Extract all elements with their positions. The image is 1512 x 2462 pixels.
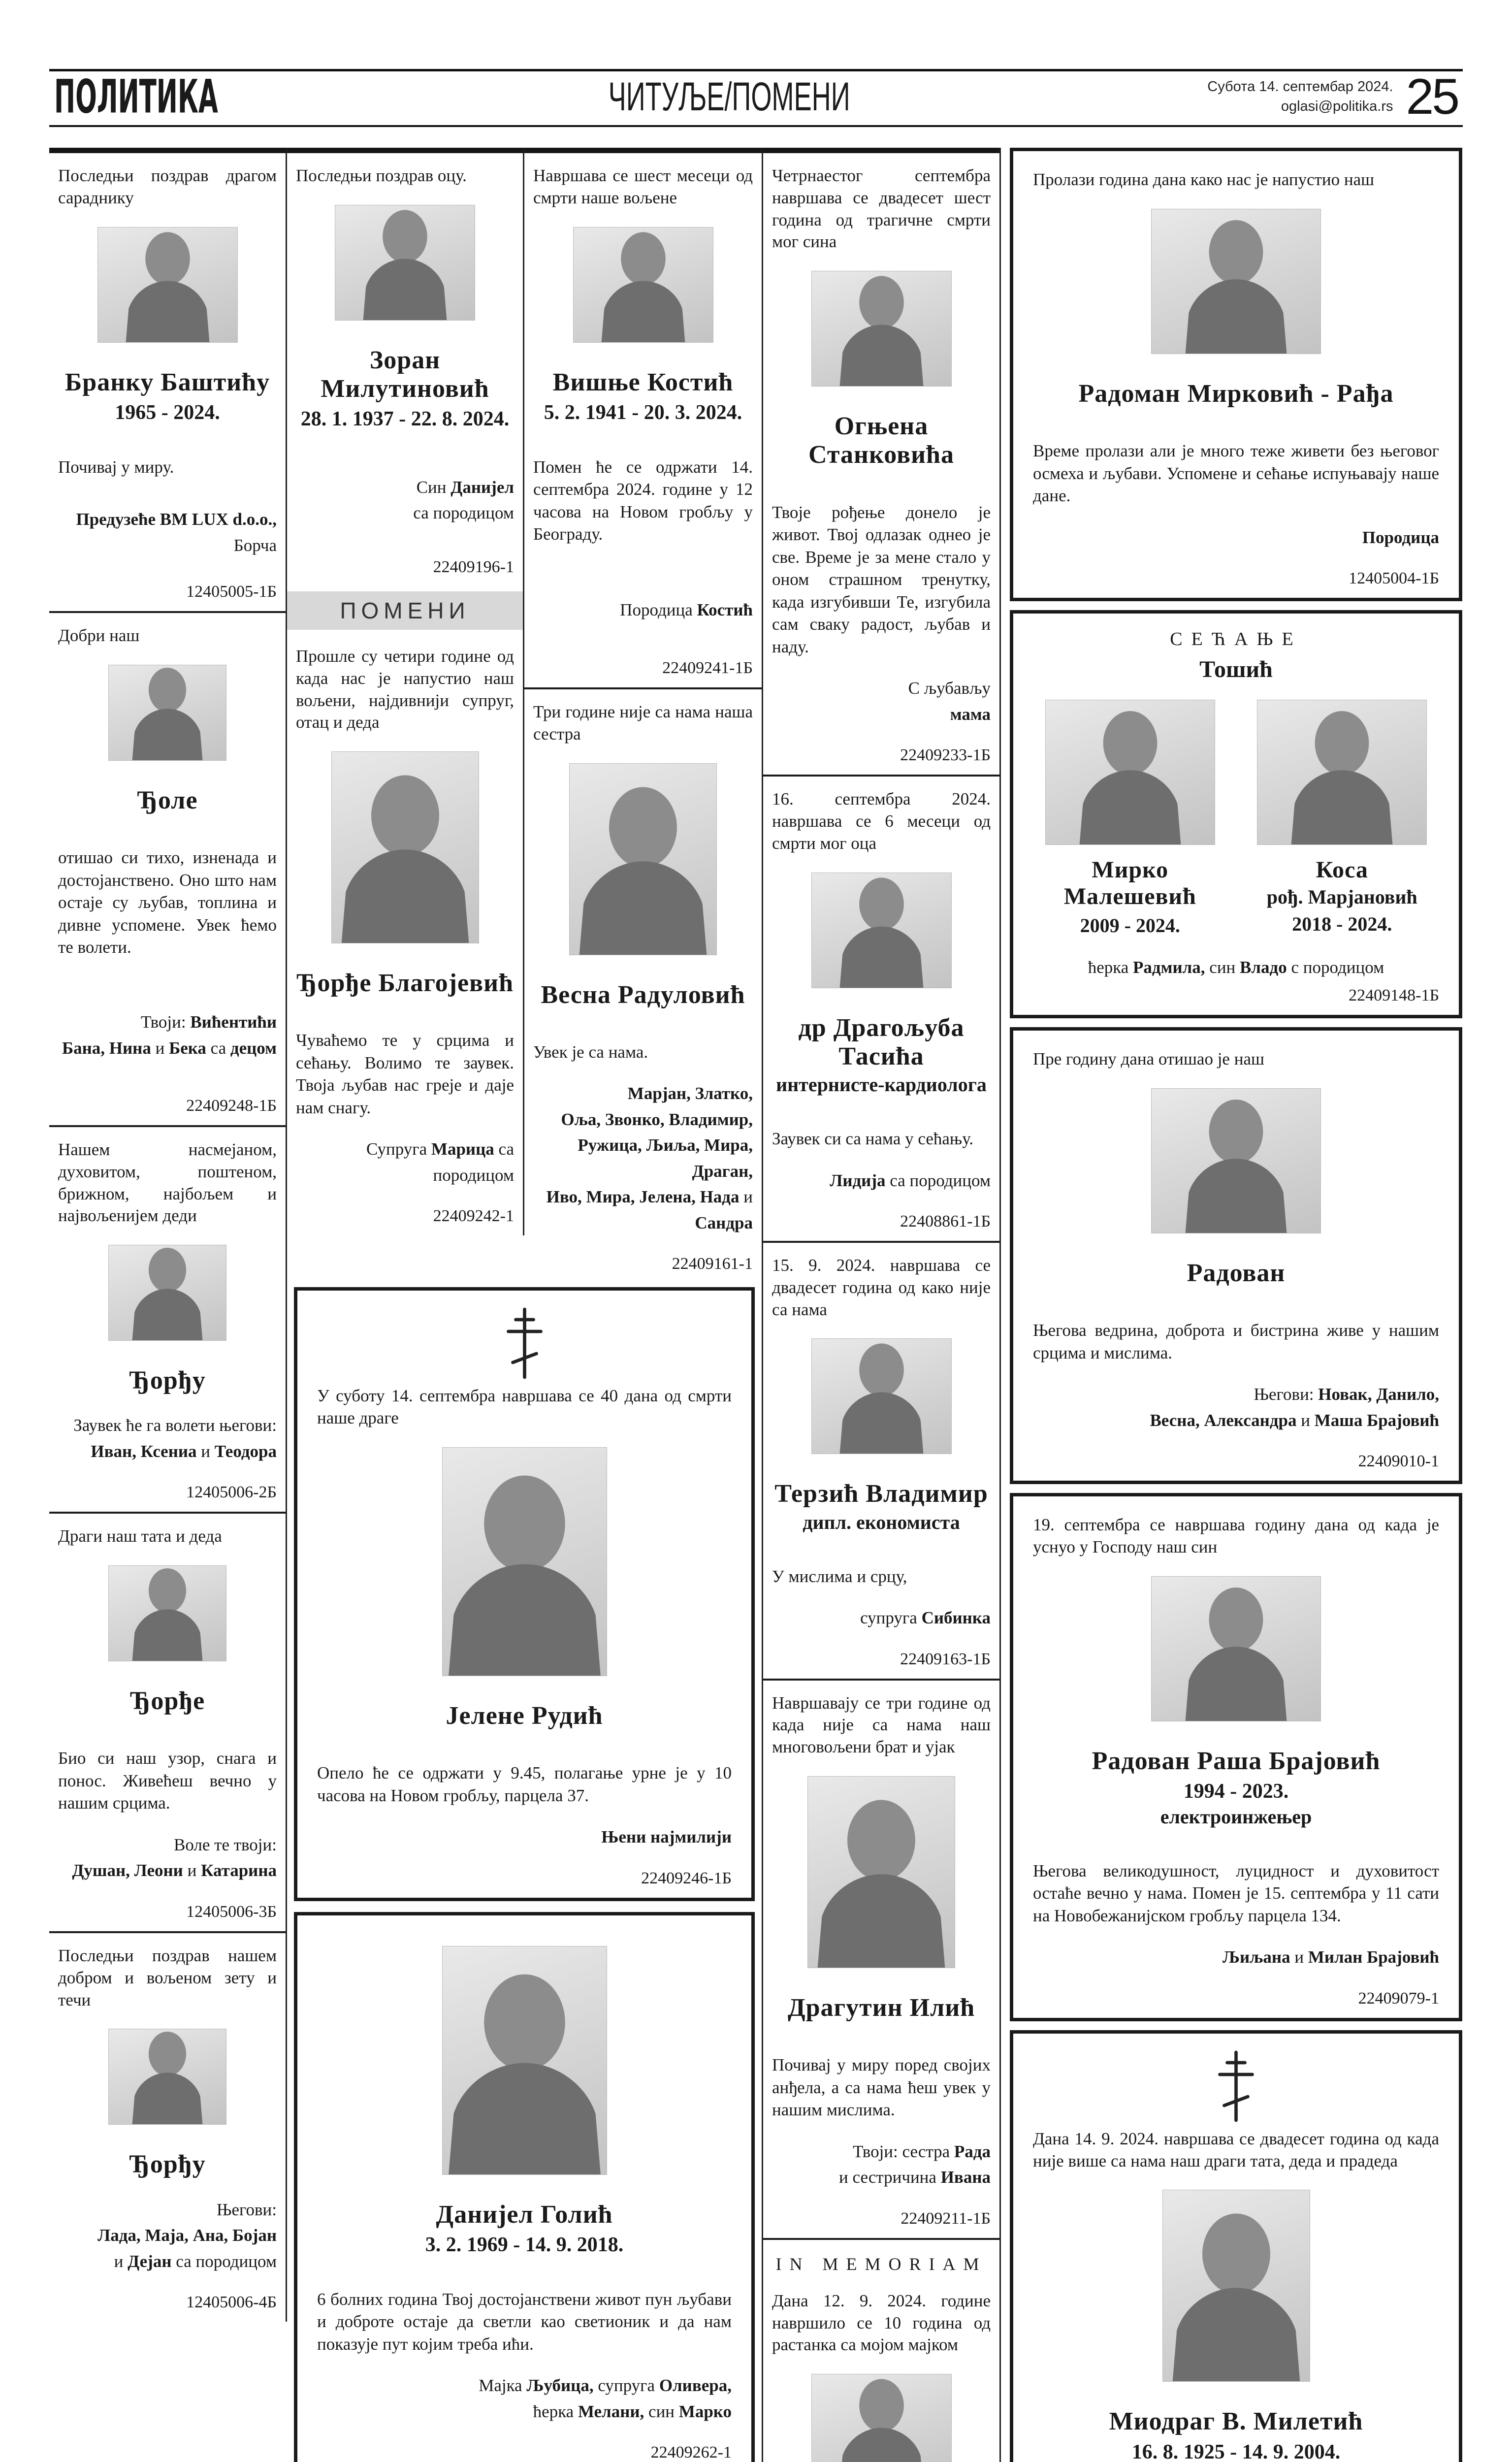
signature-line: Предузеће BM LUX d.o.o., bbox=[76, 510, 277, 529]
memorial-person bbox=[1245, 695, 1440, 937]
ad-intro: Пролази година дана како нас је напустио наш bbox=[1033, 170, 1375, 189]
ad-intro: У суботу 14. септембра навршава се 40 дана од смрти наше драге bbox=[317, 1386, 732, 1428]
deceased-name: Терзић Владимир bbox=[774, 1480, 988, 1508]
signature-block bbox=[1033, 1944, 1439, 1971]
signature-line: Лидија са породицом bbox=[830, 1170, 991, 1190]
deceased-name: Данијел Голић bbox=[436, 2200, 613, 2229]
signature-line: Борча bbox=[233, 535, 277, 555]
portrait-photo bbox=[1162, 2190, 1310, 2382]
ad-body: Опело ће се одржати у 9.45, полагање урне је у 10 часова на Новом гробљу, парцела 37. bbox=[317, 1763, 732, 1805]
ad-code: 22409010-1 bbox=[1358, 1452, 1439, 1471]
ad-code: 22409242-1 bbox=[433, 1207, 514, 1226]
column-5-wide bbox=[999, 148, 1462, 2462]
signature-line: Ружица, Љиља, Мира, Драган, bbox=[578, 1135, 753, 1181]
memorial-person bbox=[1033, 695, 1227, 937]
ad-body: У мислима и срцу, bbox=[772, 1566, 907, 1586]
ad-code: 22409248-1Б bbox=[186, 1097, 277, 1115]
portrait-photo bbox=[1257, 700, 1427, 845]
ad-intro: Последњи поздрав драгом сараднику bbox=[58, 166, 277, 207]
deceased-title: дипл. економиста bbox=[803, 1511, 960, 1533]
signature-block bbox=[58, 1413, 277, 1464]
deceased-title: интернисте-кардиолога bbox=[776, 1073, 987, 1096]
ad-code: 22409079-1 bbox=[1358, 1989, 1439, 2008]
deceased-title: електроинжењер bbox=[1160, 1805, 1312, 1828]
contact-email: oglasi@politika.rs bbox=[1281, 98, 1393, 114]
ad-body: Почивај у миру поред својих анђела, а са нама ћеш увек у нашим мислима. bbox=[772, 2055, 991, 2120]
signature-block bbox=[772, 2139, 991, 2191]
signature-block bbox=[296, 1136, 514, 1188]
ad-code: 22409163-1Б bbox=[900, 1650, 991, 1668]
portrait-photo bbox=[108, 1245, 226, 1341]
ad-intro: Навршава се шест месеци од смрти наше вољене bbox=[533, 166, 753, 207]
orthodox-cross-icon bbox=[1213, 2049, 1259, 2123]
memorial-pair bbox=[1033, 695, 1439, 937]
header-meta bbox=[1207, 68, 1458, 126]
obituaries-grid bbox=[49, 148, 1463, 2462]
in-memoriam-label: IN MEMORIAM bbox=[775, 2254, 987, 2274]
signature-line: Воле те твоји: bbox=[174, 1835, 277, 1854]
ad-code: 12405006-2Б bbox=[186, 1483, 277, 1502]
obituary-ad bbox=[532, 689, 754, 1283]
deceased-dates: 5. 2. 1941 - 20. 3. 2024. bbox=[544, 401, 742, 424]
ad-body: Био си наш узор, снага и понос. Живећеш вечно у нашим срцима. bbox=[58, 1749, 277, 1813]
ad-code: 12405006-3Б bbox=[186, 1902, 277, 1921]
deceased-name: Ђорђе bbox=[129, 1687, 205, 1716]
obituary-ad bbox=[295, 634, 515, 1235]
deceased-name: Миодраг В. Милетић bbox=[1109, 2407, 1363, 2436]
signature-line: Заувек ће га волети његови: bbox=[73, 1416, 277, 1435]
ad-body: Увек је са нама. bbox=[533, 1042, 648, 1062]
pomeni-boxed-column bbox=[287, 1283, 762, 2462]
ad-body: Његова ведрина, доброта и бистрина живе у нашим срцима и мислима. bbox=[1033, 1321, 1439, 1362]
ad-body: Време пролази али је много теже живети без његовог осмеха и љубави. Успомене и сећање испуњавају наше дане. bbox=[1033, 441, 1439, 506]
deceased-name: Весна Радуловић bbox=[541, 980, 745, 1009]
deceased-dates: 3. 2. 1969 - 14. 9. 2018. bbox=[425, 2233, 624, 2256]
portrait-photo bbox=[811, 873, 952, 988]
issue-date: Субота 14. септембар 2024. bbox=[1207, 79, 1393, 95]
deceased-name: Коса bbox=[1316, 857, 1368, 883]
ad-body: Заувек си са нама у сећању. bbox=[772, 1129, 973, 1149]
signature-line: Марјан, Златко, bbox=[627, 1084, 753, 1103]
signature-block bbox=[772, 1168, 991, 1194]
column-1 bbox=[49, 148, 287, 2322]
deceased-name: Ђорђе Благојевић bbox=[296, 969, 514, 998]
memorial-double-ad bbox=[1010, 610, 1462, 1018]
portrait-photo bbox=[442, 1447, 607, 1676]
ad-intro: Три године није са нама наша сестра bbox=[533, 702, 753, 744]
obituary-ad bbox=[57, 1933, 278, 2322]
ad-code: 22409211-1Б bbox=[901, 2209, 991, 2228]
ad-intro: Добри наш bbox=[58, 626, 140, 645]
deceased-name: Мирко Малешевић bbox=[1063, 857, 1196, 909]
signature-line: Његови: Новак, Данило, bbox=[1254, 1385, 1439, 1404]
obituary-ad bbox=[1010, 2030, 1462, 2462]
obituary-ad bbox=[1010, 1027, 1462, 1484]
ad-body: Помен ће се одржати 14. септембра 2024. године у 12 часова на Новом гробљу у Београду. bbox=[533, 457, 753, 544]
signature-block bbox=[1033, 955, 1439, 981]
signature-block bbox=[58, 1009, 277, 1061]
deceased-title: рођ. Марјановић bbox=[1266, 885, 1417, 908]
deceased-dates: 16. 8. 1925 - 14. 9. 2004. bbox=[1131, 2440, 1341, 2462]
signature-line: Душан, Леони и Катарина bbox=[72, 1861, 277, 1880]
portrait-photo bbox=[573, 227, 713, 343]
signature-line: Бана, Нина и Бека са децом bbox=[62, 1038, 277, 1058]
page-number: 25 bbox=[1406, 68, 1458, 125]
portrait-photo bbox=[1045, 700, 1215, 845]
portrait-photo bbox=[811, 271, 952, 387]
portrait-photo bbox=[1151, 209, 1321, 354]
ad-intro: Четрнаестог септембра навршава се двадесет шест година од трагичне смрти мог сина bbox=[772, 166, 991, 252]
deceased-name: Ђорђу bbox=[129, 1366, 206, 1395]
signature-line: Мајка Љубица, супруга Оливера, bbox=[479, 2376, 732, 2396]
signature-line: Оља, Звонко, Владимир, bbox=[561, 1109, 753, 1129]
ad-body: Почивај у миру. bbox=[58, 457, 174, 477]
signature-line: Њени најмилији bbox=[601, 1827, 732, 1847]
pomeni-banner: ПОМЕНИ bbox=[287, 591, 523, 630]
deceased-dates: 1994 - 2023. bbox=[1183, 1780, 1289, 1803]
page-header bbox=[49, 69, 1463, 127]
portrait-photo bbox=[335, 205, 475, 321]
signature-line: Син Данијел bbox=[416, 477, 514, 497]
deceased-name: Радован Раша Брајовић bbox=[1092, 1747, 1381, 1775]
signature-line: ћерка Радмила, син Владо с породицом bbox=[1088, 957, 1384, 977]
section-title: ЧИТУЉЕ/ПОМЕНИ bbox=[608, 74, 850, 119]
deceased-name: др Драгољуба Тасића bbox=[798, 1013, 965, 1070]
deceased-name: Ђоле bbox=[137, 786, 198, 814]
deceased-name: Огњена Станковића bbox=[808, 412, 954, 469]
portrait-photo bbox=[108, 665, 226, 761]
signature-line: Весна, Александра и Маша Брајовић bbox=[1150, 1410, 1439, 1430]
signature-line: са породицом bbox=[413, 503, 514, 523]
deceased-name: Јелене Рудић bbox=[446, 1701, 603, 1730]
obituary-ad bbox=[57, 153, 278, 611]
signature-block bbox=[772, 1605, 991, 1631]
obituary-ad bbox=[771, 2278, 992, 2462]
portrait-photo bbox=[811, 2374, 952, 2462]
portrait-photo bbox=[811, 1338, 952, 1454]
deceased-name: Радован bbox=[1187, 1259, 1286, 1287]
obituary-ad bbox=[771, 153, 992, 775]
ad-intro: Драги наш тата и деда bbox=[58, 1526, 222, 1546]
ad-intro: 19. септембра се навршава годину дана од када је уснуо у Господу наш син bbox=[1033, 1515, 1439, 1556]
portrait-photo bbox=[1151, 1088, 1321, 1233]
signature-line: и сестричина Ивана bbox=[839, 2168, 991, 2187]
signature-line: и Дејан са породицом bbox=[114, 2251, 277, 2271]
ad-code: 12405006-4Б bbox=[186, 2293, 277, 2312]
ad-body: Чуваћемо те у срцима и сећању. Волимо те заувек. Твоја љубав нас греје и даје нам снагу. bbox=[296, 1031, 514, 1117]
ad-intro: Навршавају се три године од када није са нама наш многовољени брат и ујак bbox=[772, 1693, 991, 1757]
signature-block bbox=[772, 676, 991, 727]
ad-intro: Прошле су четири године од када нас је напустио наш вољени, најдивнији супруг, отац и деда bbox=[296, 647, 514, 732]
signature-block bbox=[58, 1832, 277, 1884]
deceased-name: Вишње Костић bbox=[552, 368, 734, 396]
ad-code: 22409196-1 bbox=[433, 558, 514, 576]
signature-line: С љубављу bbox=[908, 679, 991, 698]
obituary-ad bbox=[294, 1287, 755, 1901]
ad-intro: 16. септембра 2024. навршава се 6 месеци од смрти мог оца bbox=[772, 789, 991, 853]
column-4 bbox=[762, 148, 999, 2462]
ad-body: Његова великодушност, луцидност и духовитост остаће вечно у нама. Помен је 15. септембра у 11 сати на Новобежанијском гробљу парцела 134. bbox=[1033, 1861, 1439, 1925]
signature-block bbox=[317, 2373, 732, 2425]
deceased-name: Бранку Баштићу bbox=[64, 368, 270, 396]
masthead-logo: ПОЛИТИКА bbox=[54, 69, 218, 124]
obituary-ad bbox=[57, 613, 278, 1125]
signature-block bbox=[533, 1081, 753, 1236]
obituary-ad bbox=[57, 1514, 278, 1931]
signature-block bbox=[317, 1824, 732, 1850]
deceased-name: Зоран Милутиновић bbox=[321, 346, 489, 403]
signature-line: Твоји: сестра Рада bbox=[853, 2141, 991, 2161]
column-2 bbox=[287, 148, 524, 1235]
portrait-photo bbox=[1151, 1576, 1321, 1721]
column-3 bbox=[524, 148, 762, 1283]
family-name: Тошић bbox=[1199, 656, 1273, 683]
obituary-ad bbox=[771, 777, 992, 1241]
signature-line: Породица Костић bbox=[620, 600, 753, 619]
ad-code: 22409233-1Б bbox=[900, 746, 991, 765]
ad-code: 22409148-1Б bbox=[1349, 986, 1439, 1005]
obituary-ad bbox=[1010, 1493, 1462, 2021]
signature-line: Твоји: Вићентићи bbox=[140, 1012, 277, 1032]
signature-block bbox=[533, 597, 753, 623]
ad-intro: 15. 9. 2024. навршава се двадесет година од како није са нама bbox=[772, 1256, 991, 1319]
signature-line: Породица bbox=[1362, 527, 1439, 547]
ad-intro: Дана 12. 9. 2024. године навршило се 10 година од растанка са мојом мајком bbox=[772, 2291, 991, 2355]
deceased-name: Драгутин Илић bbox=[787, 1994, 975, 2022]
obituary-ad bbox=[295, 153, 515, 586]
portrait-photo bbox=[569, 763, 717, 955]
ad-body: Твоје рођење донело је живот. Твој одлазак однео је све. Време је за мене стало у оном страшном тренутку, када изгубивши Те, изгубила сам сваку радост, љубав и наду. bbox=[772, 502, 991, 656]
obituary-ad bbox=[294, 1912, 755, 2462]
obituary-ad bbox=[771, 1243, 992, 1679]
signature-block bbox=[1033, 525, 1439, 551]
signature-line: Иво, Мира, Јелена, Нада и Сандра bbox=[546, 1187, 753, 1232]
ad-intro: Последњи поздрав нашем добром и вољеном зету и течи bbox=[58, 1945, 277, 2009]
obituary-ad bbox=[1010, 148, 1462, 601]
signature-line: Лада, Маја, Ана, Бојан bbox=[97, 2226, 277, 2245]
ad-code: 22408861-1Б bbox=[900, 1212, 991, 1231]
obituary-ad bbox=[532, 153, 754, 687]
ad-code: 22409262-1 bbox=[650, 2443, 732, 2462]
ad-intro: Последњи поздрав оцу. bbox=[296, 166, 467, 185]
signature-line: Његови: bbox=[216, 2200, 277, 2219]
portrait-photo bbox=[97, 227, 238, 343]
obituary-ad bbox=[771, 1681, 992, 2238]
ad-code: 12405005-1Б bbox=[186, 583, 277, 601]
signature-block bbox=[58, 2197, 277, 2275]
signature-block bbox=[58, 507, 277, 558]
signature-line: мама bbox=[950, 704, 991, 724]
ad-body: отишао си тихо, изненада и достојанствено. Оно што нам остаје су љубав, топлина и дивне успомене. Увек ћемо те волети. bbox=[58, 848, 277, 957]
portrait-photo bbox=[331, 751, 479, 943]
memorial-section-label: СЕЋАЊЕ bbox=[1170, 629, 1302, 650]
signature-line: ћерка Мелани, син Марко bbox=[533, 2401, 732, 2421]
signature-block bbox=[296, 475, 514, 526]
signature-block bbox=[1033, 1382, 1439, 1433]
deceased-dates: 28. 1. 1937 - 22. 8. 2024. bbox=[300, 408, 510, 431]
ad-code: 12405004-1Б bbox=[1349, 569, 1439, 588]
ad-intro: Дана 14. 9. 2024. навршава се двадесет година од када није више са нама наш драги тата, деда и прадеда bbox=[1033, 2129, 1439, 2170]
deceased-dates: 2009 - 2024. bbox=[1080, 914, 1180, 937]
signature-line: Супруга Марица са породицом bbox=[366, 1139, 514, 1185]
signature-line: супруга Сибинка bbox=[860, 1608, 991, 1628]
portrait-photo bbox=[108, 1565, 226, 1661]
deceased-dates: 2018 - 2024. bbox=[1292, 912, 1392, 935]
orthodox-cross-icon bbox=[501, 1306, 548, 1380]
signature-line: Љиљана и Милан Брајовић bbox=[1222, 1947, 1439, 1967]
signature-line: Иван, Ксениа и Теодора bbox=[91, 1441, 277, 1461]
ad-code: 22409246-1Б bbox=[641, 1869, 732, 1887]
obituary-ad bbox=[57, 1127, 278, 1512]
ad-divider bbox=[763, 2238, 999, 2240]
deceased-name: Радоман Мирковић - Рађа bbox=[1078, 379, 1394, 408]
deceased-dates: 1965 - 2024. bbox=[115, 401, 220, 424]
ad-intro: Пре годину дана отишао је наш bbox=[1033, 1049, 1264, 1069]
ad-body: 6 болних година Твој достојанствени живот пун љубави и доброте остаје да светли као светионик и да нам показује пут којим треба ићи. bbox=[317, 2289, 732, 2354]
ad-code: 22409241-1Б bbox=[662, 659, 753, 677]
portrait-photo bbox=[108, 2029, 226, 2125]
portrait-photo bbox=[807, 1776, 955, 1968]
deceased-name: Ђорђу bbox=[129, 2150, 206, 2179]
ad-code: 22409161-1 bbox=[672, 1255, 753, 1273]
ad-intro: Нашем насмејаном, духовитом, поштеном, брижном, најбољем и највољенијем деди bbox=[58, 1140, 277, 1226]
portrait-photo bbox=[442, 1946, 607, 2175]
